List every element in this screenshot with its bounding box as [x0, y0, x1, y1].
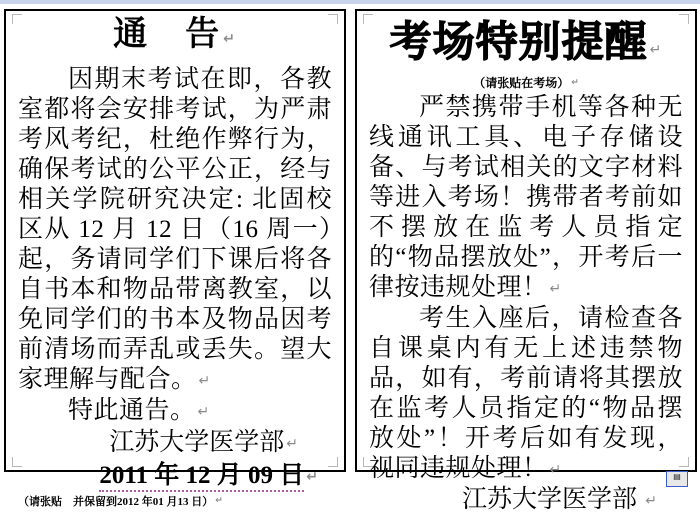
right-notice-panel: [355, 9, 697, 513]
left-notice-content: [6, 11, 344, 509]
paragraph-mark-icon: ↵: [198, 373, 211, 389]
left-notice-footer-text: （请张贴 并保留到2012 年01 月13 日）: [18, 496, 214, 508]
paragraph-mark-icon: ↵: [197, 404, 210, 420]
text-boundary-mark: [328, 457, 338, 467]
right-notice-title: [369, 17, 683, 75]
text-boundary-mark: [679, 457, 689, 467]
text-boundary-mark: [328, 14, 338, 24]
window-edge-strip: [0, 0, 700, 4]
browse-object-button[interactable]: ▤: [666, 471, 688, 487]
paragraph-mark-icon: ↵: [223, 31, 237, 47]
paragraph-mark-icon: ↵: [549, 281, 562, 297]
paragraph-mark-icon: ↵: [645, 493, 657, 509]
right-notice-title-text: 考场特别提醒: [389, 18, 648, 65]
left-notice-paragraph: [18, 65, 332, 396]
left-notice-date-text: 2011 年 12 月 09 日: [99, 462, 304, 492]
left-notice-closing: [18, 396, 332, 427]
right-notice-paragraph-1-text: 严禁携带手机等各种无线通讯工具、电子存储设备、与考试相关的文字材料等进入考场！携带者考前如不摆放在监考人员指定的“物品摆放处”，开考后一律按违规处理！: [369, 94, 683, 301]
left-notice-date: [18, 460, 332, 493]
notice-panels: [4, 9, 697, 513]
left-notice-signature-text: 江苏大学医学部: [109, 429, 285, 456]
left-notice-title: [18, 15, 332, 59]
right-notice-signature-text: 江苏大学医学部: [462, 486, 638, 513]
text-boundary-mark: [363, 457, 373, 467]
paragraph-mark-icon: ↵: [649, 42, 663, 58]
right-notice-content: [357, 11, 695, 516]
right-notice-paragraph-1: [369, 93, 683, 304]
left-notice-footer: [18, 495, 332, 509]
right-notice-paragraph-2-text: 考生入座后，请检查各自课桌内有无上述违禁物品，如有，考前请将其摆放在监考人员指定的“物品摆放处”！开考后如有发现，视同违规处理！: [369, 305, 683, 482]
paragraph-mark-icon: ↵: [306, 469, 318, 485]
paragraph-mark-icon: ↵: [549, 462, 562, 478]
left-notice-signature: [18, 428, 332, 459]
right-notice-paragraph-2: [369, 304, 683, 485]
right-notice-subtitle-text: （请张贴在考场）: [473, 76, 570, 90]
left-notice-title-text: 通 告: [113, 16, 222, 53]
text-boundary-mark: [363, 14, 373, 24]
paragraph-mark-icon: ↵: [215, 496, 223, 506]
left-notice-closing-text: 特此通告。: [68, 397, 196, 424]
right-notice-subtitle: [369, 75, 683, 91]
text-boundary-mark: [12, 457, 22, 467]
text-boundary-mark: [12, 14, 22, 24]
left-notice-panel: [4, 9, 346, 508]
paragraph-mark-icon: ↵: [286, 436, 298, 452]
left-notice-paragraph-text: 因期末考试在即，各教室都将会安排考试，为严肃考风考纪，杜绝作弊行为，确保考试的公平公正，经与相关学院研究决定: 北固校区从 12 月 12 日（16 周一）起，务请同学们下课后将各自书本和物品带离教室，以免同学们的书本及物品因考前清场而弄乱或丢失。望大家理解与配合。: [18, 66, 332, 393]
text-boundary-mark: [679, 14, 689, 24]
paragraph-mark-icon: ↵: [571, 78, 579, 88]
right-notice-signature: [369, 485, 683, 516]
